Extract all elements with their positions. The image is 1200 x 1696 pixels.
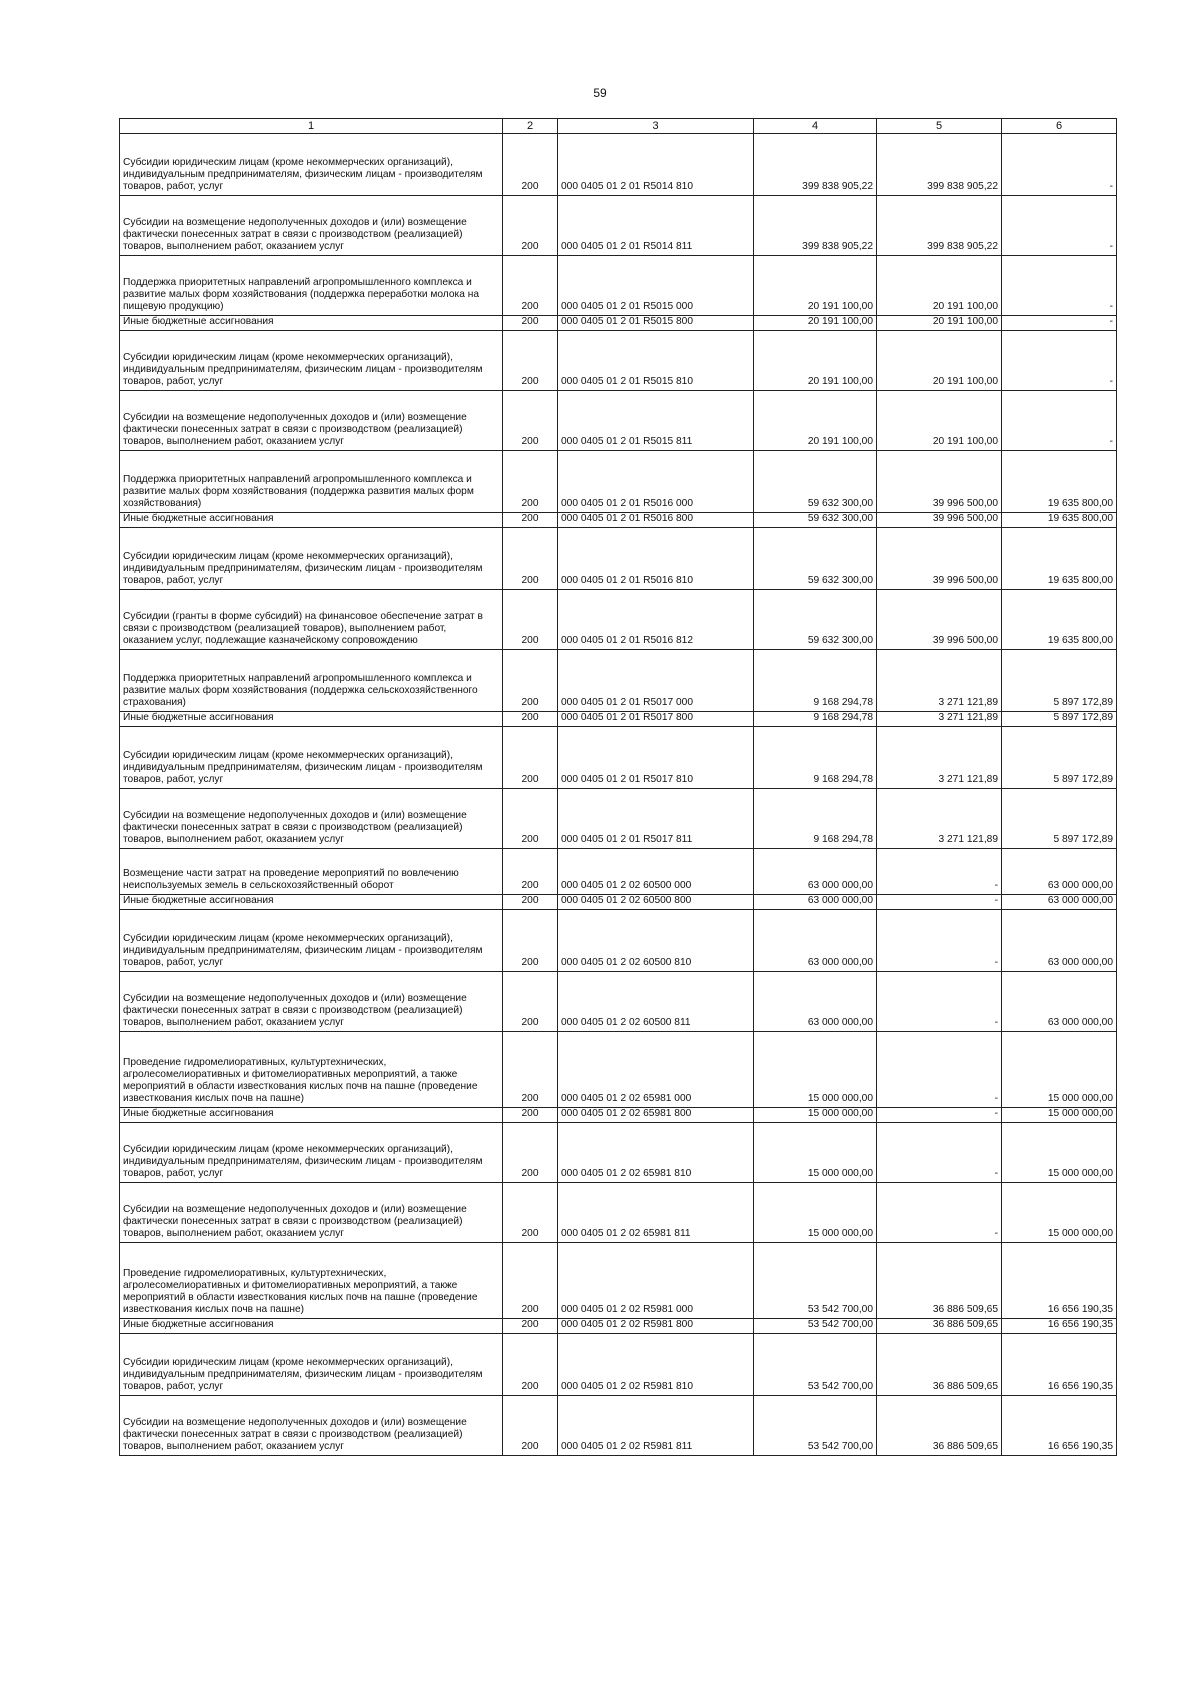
table-row — [120, 196, 1117, 256]
row-value-col4-cell: 63 000 000,00 — [754, 910, 877, 972]
row-value-col4-cell: 20 191 100,00 — [754, 316, 877, 331]
row-value-col4-cell: 399 838 905,22 — [754, 134, 877, 196]
row-value-col5-cell: 20 191 100,00 — [877, 256, 1002, 316]
row-value-col5-cell: - — [877, 1032, 1002, 1108]
row-code-cell: 000 0405 01 2 01 R5016 810 — [558, 528, 754, 590]
row-code-cell: 000 0405 01 2 02 R5981 000 — [558, 1243, 754, 1319]
row-code-cell: 000 0405 01 2 01 R5014 810 — [558, 134, 754, 196]
row-value-col5-cell: 20 191 100,00 — [877, 391, 1002, 451]
table-row — [120, 331, 1117, 391]
row-value-col6-cell: 63 000 000,00 — [1002, 972, 1117, 1032]
header-col-5: 5 — [877, 119, 1002, 134]
row-admin-cell: 200 — [503, 331, 558, 391]
table-row — [120, 1032, 1117, 1108]
row-value-col4-cell: 53 542 700,00 — [754, 1243, 877, 1319]
row-code-cell: 000 0405 01 2 01 R5016 800 — [558, 513, 754, 528]
row-value-col5-cell: 36 886 509,65 — [877, 1396, 1002, 1456]
row-value-col5-cell: 39 996 500,00 — [877, 513, 1002, 528]
row-code-cell: 000 0405 01 2 01 R5016 812 — [558, 590, 754, 650]
row-value-col5-cell: - — [877, 1108, 1002, 1123]
row-value-col6-cell: 5 897 172,89 — [1002, 789, 1117, 849]
row-value-col6-cell: 63 000 000,00 — [1002, 910, 1117, 972]
row-name-cell: Поддержка приоритетных направлений агропромышленного комплекса и развитие малых форм хозяйствования (поддержка развития малых форм хозяйствования) — [120, 451, 503, 513]
row-code-cell: 000 0405 01 2 01 R5017 800 — [558, 712, 754, 727]
table-row — [120, 1108, 1117, 1123]
row-code-cell: 000 0405 01 2 01 R5017 811 — [558, 789, 754, 849]
row-value-col6-cell: 63 000 000,00 — [1002, 895, 1117, 910]
row-admin-cell: 200 — [503, 316, 558, 331]
row-value-col6-cell: 16 656 190,35 — [1002, 1243, 1117, 1319]
row-name-cell: Иные бюджетные ассигнования — [120, 712, 503, 727]
row-value-col6-cell: 19 635 800,00 — [1002, 590, 1117, 650]
row-value-col5-cell: - — [877, 1183, 1002, 1243]
row-value-col6-cell: 15 000 000,00 — [1002, 1123, 1117, 1183]
row-value-col5-cell: 36 886 509,65 — [877, 1334, 1002, 1396]
row-value-col5-cell: 20 191 100,00 — [877, 331, 1002, 391]
header-col-4: 4 — [754, 119, 877, 134]
table-row — [120, 513, 1117, 528]
row-admin-cell: 200 — [503, 391, 558, 451]
row-admin-cell: 200 — [503, 1243, 558, 1319]
row-value-col5-cell: - — [877, 895, 1002, 910]
row-name-cell: Иные бюджетные ассигнования — [120, 316, 503, 331]
row-value-col4-cell: 53 542 700,00 — [754, 1396, 877, 1456]
table-header-row — [120, 119, 1117, 134]
row-value-col6-cell: 5 897 172,89 — [1002, 650, 1117, 712]
table-row — [120, 316, 1117, 331]
row-admin-cell: 200 — [503, 196, 558, 256]
row-name-cell: Иные бюджетные ассигнования — [120, 1319, 503, 1334]
row-value-col6-cell: 5 897 172,89 — [1002, 727, 1117, 789]
row-value-col4-cell: 63 000 000,00 — [754, 895, 877, 910]
row-code-cell: 000 0405 01 2 01 R5015 000 — [558, 256, 754, 316]
row-name-cell: Субсидии на возмещение недополученных доходов и (или) возмещение фактически понесенных затрат в связи с производством (реализацией) товаров, выполнением работ, оказанием услуг — [120, 972, 503, 1032]
table-row — [120, 1396, 1117, 1456]
row-value-col6-cell: 19 635 800,00 — [1002, 528, 1117, 590]
row-admin-cell: 200 — [503, 513, 558, 528]
row-name-cell: Субсидии на возмещение недополученных доходов и (или) возмещение фактически понесенных затрат в связи с производством (реализацией) товаров, выполнением работ, оказанием услуг — [120, 789, 503, 849]
row-name-cell: Субсидии на возмещение недополученных доходов и (или) возмещение фактически понесенных затрат в связи с производством (реализацией) товаров, выполнением работ, оказанием услуг — [120, 196, 503, 256]
row-value-col6-cell: 15 000 000,00 — [1002, 1032, 1117, 1108]
row-value-col5-cell: 3 271 121,89 — [877, 789, 1002, 849]
table-row — [120, 972, 1117, 1032]
row-value-col6-cell: 16 656 190,35 — [1002, 1334, 1117, 1396]
row-value-col6-cell: - — [1002, 316, 1117, 331]
row-name-cell: Субсидии юридическим лицам (кроме некоммерческих организаций), индивидуальным предпринимателям, физическим лицам - производителям товаров, работ, услуг — [120, 727, 503, 789]
row-admin-cell: 200 — [503, 727, 558, 789]
row-admin-cell: 200 — [503, 1319, 558, 1334]
row-code-cell: 000 0405 01 2 01 R5015 800 — [558, 316, 754, 331]
row-value-col4-cell: 9 168 294,78 — [754, 712, 877, 727]
header-col-6: 6 — [1002, 119, 1117, 134]
row-name-cell: Субсидии юридическим лицам (кроме некоммерческих организаций), индивидуальным предпринимателям, физическим лицам - производителям товаров, работ, услуг — [120, 331, 503, 391]
table-row — [120, 451, 1117, 513]
row-value-col6-cell: - — [1002, 256, 1117, 316]
budget-table — [119, 118, 1117, 1456]
row-code-cell: 000 0405 01 2 02 R5981 800 — [558, 1319, 754, 1334]
table-body — [120, 134, 1117, 1456]
row-value-col5-cell: - — [877, 849, 1002, 895]
row-value-col4-cell: 59 632 300,00 — [754, 451, 877, 513]
row-admin-cell: 200 — [503, 712, 558, 727]
row-value-col6-cell: - — [1002, 331, 1117, 391]
row-value-col6-cell: 19 635 800,00 — [1002, 513, 1117, 528]
row-value-col5-cell: 399 838 905,22 — [877, 196, 1002, 256]
row-admin-cell: 200 — [503, 1183, 558, 1243]
row-value-col5-cell: 3 271 121,89 — [877, 650, 1002, 712]
row-value-col6-cell: 5 897 172,89 — [1002, 712, 1117, 727]
row-value-col4-cell: 15 000 000,00 — [754, 1183, 877, 1243]
table-row — [120, 712, 1117, 727]
row-code-cell: 000 0405 01 2 02 60500 800 — [558, 895, 754, 910]
row-value-col4-cell: 9 168 294,78 — [754, 650, 877, 712]
header-col-2: 2 — [503, 119, 558, 134]
row-name-cell: Возмещение части затрат на проведение мероприятий по вовлечению неиспользуемых земель в сельскохозяйственный оборот — [120, 849, 503, 895]
row-value-col6-cell: 15 000 000,00 — [1002, 1183, 1117, 1243]
row-value-col6-cell: - — [1002, 134, 1117, 196]
row-admin-cell: 200 — [503, 1334, 558, 1396]
header-col-3: 3 — [558, 119, 754, 134]
row-admin-cell: 200 — [503, 895, 558, 910]
row-admin-cell: 200 — [503, 1396, 558, 1456]
table-row — [120, 910, 1117, 972]
row-name-cell: Проведение гидромелиоративных, культуртехнических, агролесомелиоративных и фитомелиоративных мероприятий, а также мероприятий в области известкования кислых почв на пашне (проведение известкования кислых почв на пашне) — [120, 1032, 503, 1108]
row-admin-cell: 200 — [503, 590, 558, 650]
row-value-col4-cell: 20 191 100,00 — [754, 331, 877, 391]
table-row — [120, 1183, 1117, 1243]
table-row — [120, 727, 1117, 789]
row-value-col5-cell: 3 271 121,89 — [877, 712, 1002, 727]
table-row — [120, 1123, 1117, 1183]
row-value-col6-cell: - — [1002, 391, 1117, 451]
row-name-cell: Субсидии юридическим лицам (кроме некоммерческих организаций), индивидуальным предпринимателям, физическим лицам - производителям товаров, работ, услуг — [120, 910, 503, 972]
table-row — [120, 1319, 1117, 1334]
table-row — [120, 134, 1117, 196]
row-name-cell: Субсидии (гранты в форме субсидий) на финансовое обеспечение затрат в связи с производством (реализацией товаров), выполнением работ, оказанием услуг, подлежащие казначейскому сопровождению — [120, 590, 503, 650]
row-name-cell: Проведение гидромелиоративных, культуртехнических, агролесомелиоративных и фитомелиоративных мероприятий, а также мероприятий в области известкования кислых почв на пашне (проведение известкования кислых почв на пашне) — [120, 1243, 503, 1319]
row-value-col6-cell: 15 000 000,00 — [1002, 1108, 1117, 1123]
row-value-col4-cell: 399 838 905,22 — [754, 196, 877, 256]
row-admin-cell: 200 — [503, 1032, 558, 1108]
page-number: 59 — [593, 86, 607, 100]
table-row — [120, 1334, 1117, 1396]
row-code-cell: 000 0405 01 2 02 65981 811 — [558, 1183, 754, 1243]
row-value-col4-cell: 15 000 000,00 — [754, 1123, 877, 1183]
row-code-cell: 000 0405 01 2 02 R5981 810 — [558, 1334, 754, 1396]
row-value-col6-cell: 19 635 800,00 — [1002, 451, 1117, 513]
row-admin-cell: 200 — [503, 1123, 558, 1183]
row-value-col5-cell: 36 886 509,65 — [877, 1243, 1002, 1319]
row-value-col4-cell: 9 168 294,78 — [754, 789, 877, 849]
row-admin-cell: 200 — [503, 1108, 558, 1123]
row-admin-cell: 200 — [503, 134, 558, 196]
row-admin-cell: 200 — [503, 972, 558, 1032]
row-code-cell: 000 0405 01 2 01 R5017 000 — [558, 650, 754, 712]
row-code-cell: 000 0405 01 2 02 60500 810 — [558, 910, 754, 972]
row-value-col4-cell: 53 542 700,00 — [754, 1334, 877, 1396]
row-value-col4-cell: 15 000 000,00 — [754, 1108, 877, 1123]
row-value-col4-cell: 9 168 294,78 — [754, 727, 877, 789]
row-code-cell: 000 0405 01 2 02 65981 800 — [558, 1108, 754, 1123]
row-value-col4-cell: 53 542 700,00 — [754, 1319, 877, 1334]
row-value-col5-cell: 20 191 100,00 — [877, 316, 1002, 331]
row-code-cell: 000 0405 01 2 02 60500 811 — [558, 972, 754, 1032]
table-row — [120, 590, 1117, 650]
row-value-col5-cell: 3 271 121,89 — [877, 727, 1002, 789]
row-code-cell: 000 0405 01 2 01 R5014 811 — [558, 196, 754, 256]
row-name-cell: Иные бюджетные ассигнования — [120, 895, 503, 910]
row-admin-cell: 200 — [503, 789, 558, 849]
row-name-cell: Субсидии юридическим лицам (кроме некоммерческих организаций), индивидуальным предпринимателям, физическим лицам - производителям товаров, работ, услуг — [120, 1334, 503, 1396]
row-value-col5-cell: 36 886 509,65 — [877, 1319, 1002, 1334]
row-name-cell: Субсидии на возмещение недополученных доходов и (или) возмещение фактически понесенных затрат в связи с производством (реализацией) товаров, выполнением работ, оказанием услуг — [120, 1396, 503, 1456]
row-code-cell: 000 0405 01 2 01 R5015 810 — [558, 331, 754, 391]
row-admin-cell: 200 — [503, 650, 558, 712]
row-value-col5-cell: - — [877, 1123, 1002, 1183]
table-row — [120, 256, 1117, 316]
row-name-cell: Иные бюджетные ассигнования — [120, 1108, 503, 1123]
row-value-col5-cell: 399 838 905,22 — [877, 134, 1002, 196]
row-value-col6-cell: - — [1002, 196, 1117, 256]
table-row — [120, 1243, 1117, 1319]
row-value-col6-cell: 16 656 190,35 — [1002, 1319, 1117, 1334]
row-value-col4-cell: 15 000 000,00 — [754, 1032, 877, 1108]
row-value-col4-cell: 20 191 100,00 — [754, 256, 877, 316]
table-row — [120, 849, 1117, 895]
row-name-cell: Поддержка приоритетных направлений агропромышленного комплекса и развитие малых форм хозяйствования (поддержка сельскохозяйственного страхования) — [120, 650, 503, 712]
row-code-cell: 000 0405 01 2 02 65981 810 — [558, 1123, 754, 1183]
header-col-1: 1 — [120, 119, 503, 134]
row-value-col5-cell: 39 996 500,00 — [877, 528, 1002, 590]
row-value-col5-cell: - — [877, 910, 1002, 972]
row-value-col4-cell: 63 000 000,00 — [754, 972, 877, 1032]
row-value-col6-cell: 63 000 000,00 — [1002, 849, 1117, 895]
row-value-col5-cell: - — [877, 972, 1002, 1032]
row-code-cell: 000 0405 01 2 01 R5017 810 — [558, 727, 754, 789]
row-value-col5-cell: 39 996 500,00 — [877, 590, 1002, 650]
row-code-cell: 000 0405 01 2 02 65981 000 — [558, 1032, 754, 1108]
row-value-col4-cell: 59 632 300,00 — [754, 528, 877, 590]
row-code-cell: 000 0405 01 2 01 R5015 811 — [558, 391, 754, 451]
row-admin-cell: 200 — [503, 849, 558, 895]
table-row — [120, 895, 1117, 910]
row-code-cell: 000 0405 01 2 02 60500 000 — [558, 849, 754, 895]
table-row — [120, 650, 1117, 712]
row-name-cell: Субсидии на возмещение недополученных доходов и (или) возмещение фактически понесенных затрат в связи с производством (реализацией) товаров, выполнением работ, оказанием услуг — [120, 1183, 503, 1243]
row-name-cell: Субсидии юридическим лицам (кроме некоммерческих организаций), индивидуальным предпринимателям, физическим лицам - производителям товаров, работ, услуг — [120, 134, 503, 196]
row-code-cell: 000 0405 01 2 02 R5981 811 — [558, 1396, 754, 1456]
row-admin-cell: 200 — [503, 256, 558, 316]
table-row — [120, 528, 1117, 590]
table-row — [120, 789, 1117, 849]
row-value-col4-cell: 63 000 000,00 — [754, 849, 877, 895]
table-row — [120, 391, 1117, 451]
row-name-cell: Иные бюджетные ассигнования — [120, 513, 503, 528]
row-value-col5-cell: 39 996 500,00 — [877, 451, 1002, 513]
row-name-cell: Субсидии юридическим лицам (кроме некоммерческих организаций), индивидуальным предпринимателям, физическим лицам - производителям товаров, работ, услуг — [120, 528, 503, 590]
row-value-col4-cell: 59 632 300,00 — [754, 590, 877, 650]
row-value-col4-cell: 20 191 100,00 — [754, 391, 877, 451]
row-name-cell: Субсидии юридическим лицам (кроме некоммерческих организаций), индивидуальным предпринимателям, физическим лицам - производителям товаров, работ, услуг — [120, 1123, 503, 1183]
row-admin-cell: 200 — [503, 528, 558, 590]
row-name-cell: Субсидии на возмещение недополученных доходов и (или) возмещение фактически понесенных затрат в связи с производством (реализацией) товаров, выполнением работ, оказанием услуг — [120, 391, 503, 451]
row-admin-cell: 200 — [503, 910, 558, 972]
row-value-col4-cell: 59 632 300,00 — [754, 513, 877, 528]
row-admin-cell: 200 — [503, 451, 558, 513]
row-name-cell: Поддержка приоритетных направлений агропромышленного комплекса и развитие малых форм хозяйствования (поддержка переработки молока на пищевую продукцию) — [120, 256, 503, 316]
row-value-col6-cell: 16 656 190,35 — [1002, 1396, 1117, 1456]
row-code-cell: 000 0405 01 2 01 R5016 000 — [558, 451, 754, 513]
